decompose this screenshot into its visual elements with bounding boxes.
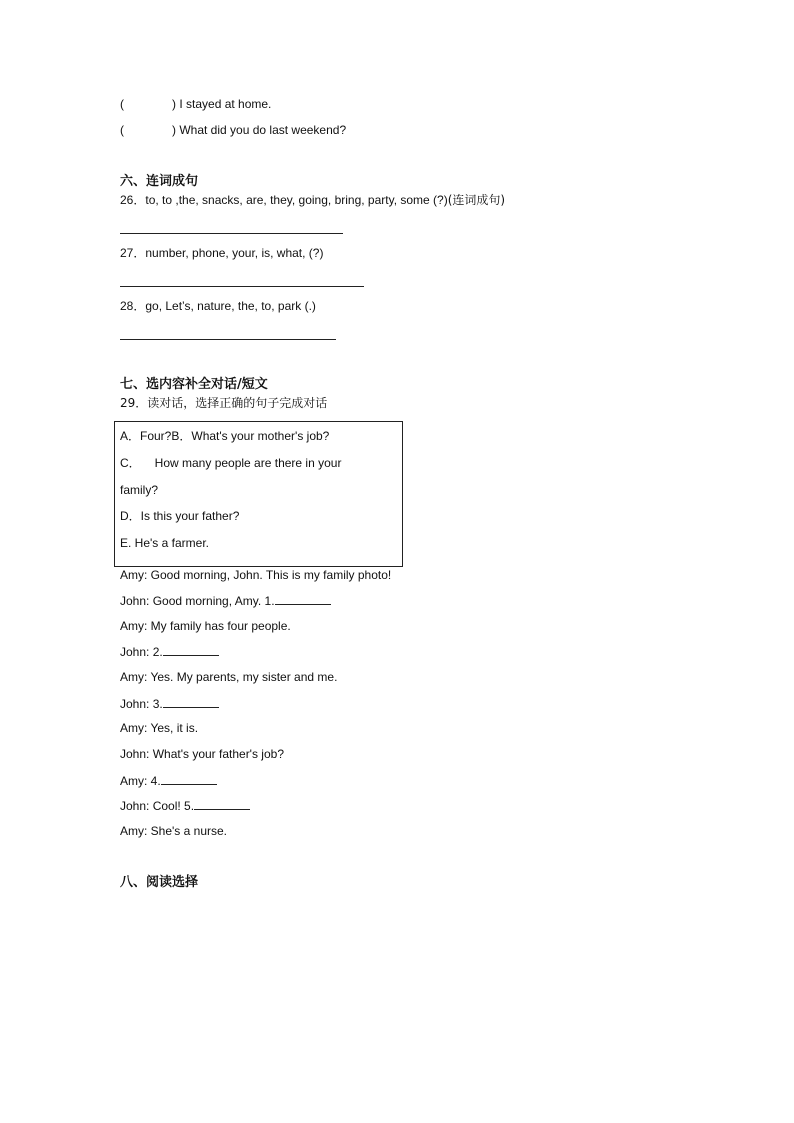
dialogue-text: John: 3. xyxy=(120,697,163,711)
option-a: A．Four? xyxy=(120,429,172,443)
section-8-title: 八、阅读选择 xyxy=(120,875,199,890)
dialogue-line-3: Amy: My family has four people. xyxy=(120,619,291,633)
dialogue-line-5: Amy: Yes. My parents, my sister and me. xyxy=(120,670,338,684)
matching-text: What did you do last weekend? xyxy=(179,123,347,137)
question-text: 读对话，选择正确的句子完成对话 xyxy=(147,396,328,410)
question-text: to, to ,the, snacks, are, they, going, bring, party, some (?) xyxy=(145,193,448,207)
answer-blank-1[interactable] xyxy=(275,592,331,605)
option-b: B．What's your mother's job? xyxy=(171,429,330,443)
answer-blank-4[interactable] xyxy=(161,772,217,785)
dialogue-text: John: 2. xyxy=(120,645,163,659)
question-29 xyxy=(120,395,327,411)
question-note: (连词成句) xyxy=(447,193,506,207)
question-number: 28． xyxy=(120,299,146,313)
answer-line-27[interactable] xyxy=(120,286,364,287)
section-6-title: 六、连词成句 xyxy=(120,174,199,189)
dialogue-line-2 xyxy=(120,592,331,609)
open-paren: ( xyxy=(120,97,124,111)
matching-text: I stayed at home. xyxy=(179,97,272,111)
question-number: 29． xyxy=(120,396,148,410)
option-c xyxy=(120,455,341,471)
option-d: D．Is this your father? xyxy=(120,509,240,523)
answer-blank-5[interactable] xyxy=(194,797,250,810)
dialogue-line-1: Amy: Good morning, John. This is my family photo! xyxy=(120,568,392,582)
option-a-b xyxy=(120,428,329,444)
question-text: go, Let’s, nature, the, to, park (.) xyxy=(145,299,316,313)
section-7-title: 七、选内容补全对话/短文 xyxy=(120,377,268,392)
close-paren: ) xyxy=(172,97,176,111)
question-text: number, phone, your, is, what, (?) xyxy=(145,246,324,260)
question-26 xyxy=(120,192,505,208)
open-paren: ( xyxy=(120,123,124,137)
question-27 xyxy=(120,245,323,261)
question-number: 26． xyxy=(120,193,146,207)
option-e: E. He's a farmer. xyxy=(120,536,209,550)
dialogue-line-10 xyxy=(120,797,250,814)
option-c-text: How many people are there in your xyxy=(154,456,342,470)
dialogue-line-8: John: What's your father's job? xyxy=(120,747,284,761)
option-c-continued: family? xyxy=(120,483,159,497)
answer-blank-3[interactable] xyxy=(163,695,219,708)
dialogue-line-4 xyxy=(120,643,219,660)
answer-line-26[interactable] xyxy=(120,233,343,234)
option-c-label: C． xyxy=(120,456,141,470)
matching-item-1 xyxy=(120,96,271,112)
dialogue-text: Amy: 4. xyxy=(120,774,161,788)
answer-blank-2[interactable] xyxy=(163,643,219,656)
dialogue-text: John: Cool! 5. xyxy=(120,799,195,813)
dialogue-line-6 xyxy=(120,695,219,712)
answer-line-28[interactable] xyxy=(120,339,336,340)
dialogue-line-11: Amy: She's a nurse. xyxy=(120,824,228,838)
dialogue-line-9 xyxy=(120,772,217,789)
dialogue-line-7: Amy: Yes, it is. xyxy=(120,721,199,735)
close-paren: ) xyxy=(172,123,176,137)
dialogue-text: John: Good morning, Amy. 1. xyxy=(120,594,275,608)
matching-item-2 xyxy=(120,122,346,138)
question-number: 27． xyxy=(120,246,146,260)
question-28 xyxy=(120,298,316,314)
